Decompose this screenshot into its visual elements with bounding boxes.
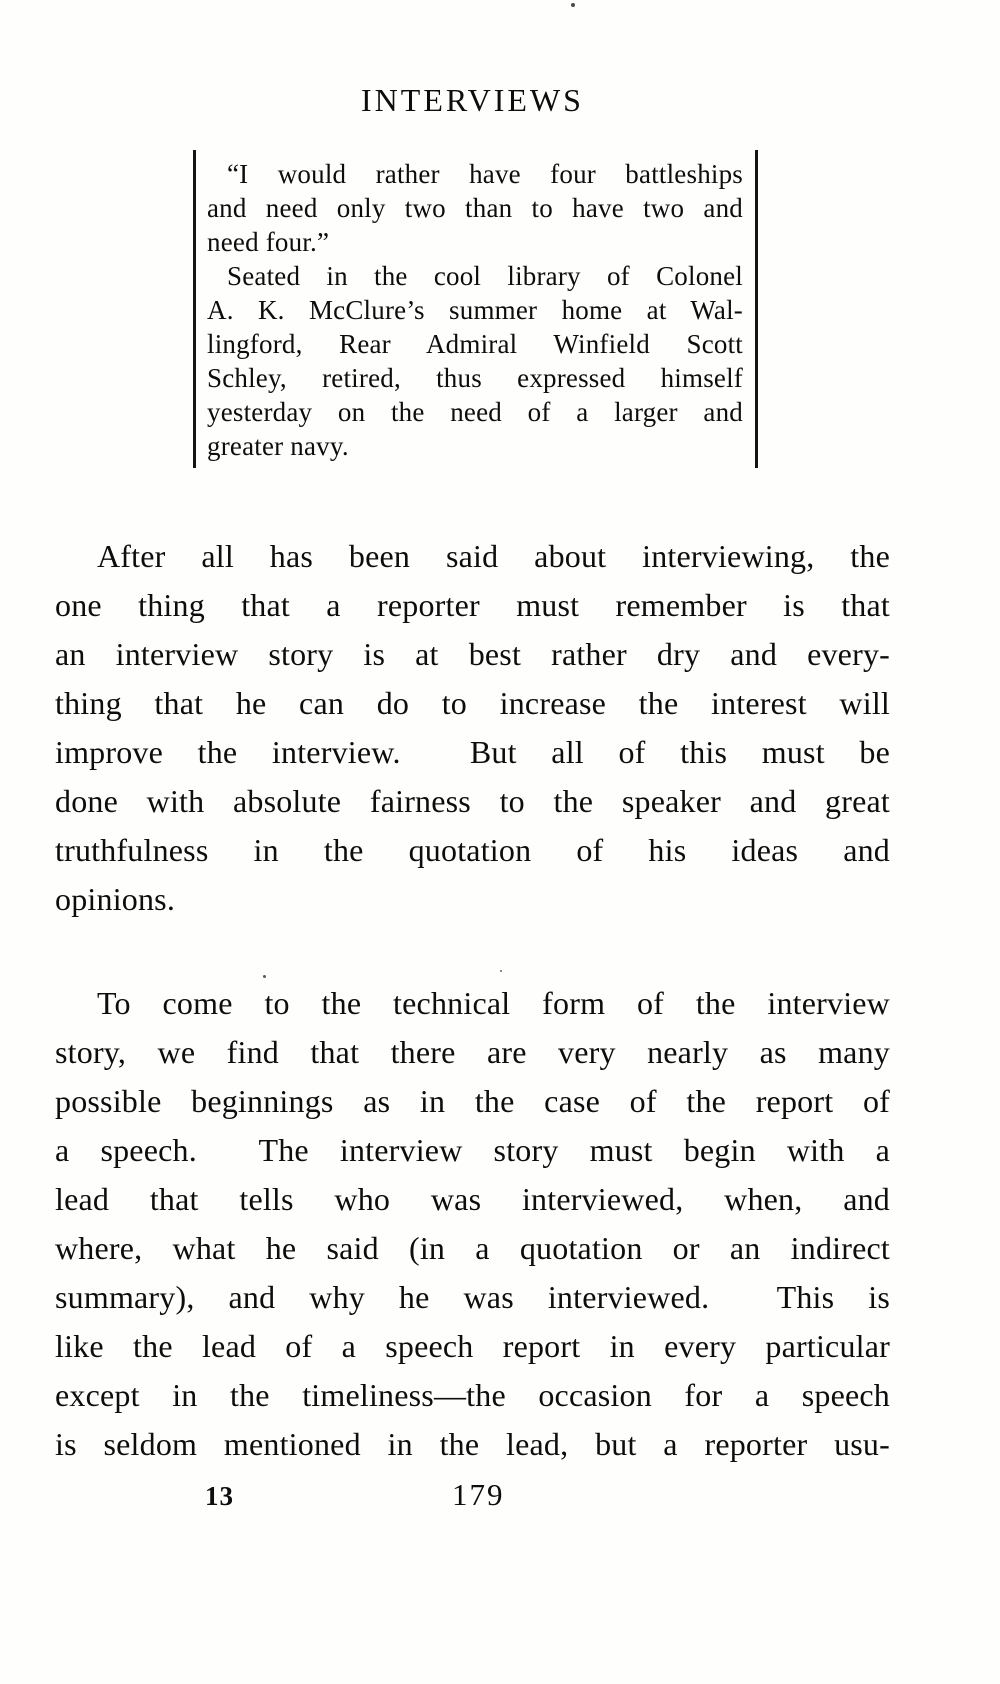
page-number: 179	[452, 1477, 505, 1512]
quote-line: and need only two than to have two and	[207, 193, 743, 223]
body-line: except in the timeliness—the occasion for a speech	[55, 1377, 890, 1413]
quote-line: “I would rather have four battleships	[227, 159, 743, 189]
body-line: like the lead of a speech report in every particular	[55, 1328, 890, 1364]
quote-line: lingford, Rear Admiral Winfield Scott	[207, 329, 743, 359]
body-line: possible beginnings as in the case of the report of	[55, 1083, 890, 1119]
body-line: an interview story is at best rather dry and every-	[55, 636, 890, 672]
body-line: To come to the technical form of the interview	[97, 985, 890, 1021]
body-line: a speech. The interview story must begin with a	[55, 1132, 890, 1168]
quote-line: A. K. McClure’s summer home at Wal-	[207, 295, 743, 325]
body-line: thing that he can do to increase the interest will	[55, 685, 890, 721]
page-title: INTERVIEWS	[361, 82, 584, 118]
body-line: one thing that a reporter must remember is that	[55, 587, 890, 623]
scan-speck	[500, 970, 502, 972]
body-line: where, what he said (in a quotation or an indirect	[55, 1230, 890, 1266]
paragraph	[55, 532, 890, 924]
body-line: story, we find that there are very nearly as many	[55, 1034, 890, 1070]
body-line: improve the interview. But all of this must be	[55, 734, 890, 770]
paragraph	[55, 979, 890, 1469]
quote-line: Seated in the cool library of Colonel	[227, 261, 743, 291]
body-line: is seldom mentioned in the lead, but a reporter usu-	[55, 1426, 890, 1462]
body-line: truthfulness in the quotation of his ideas and	[55, 832, 890, 868]
quote-line: yesterday on the need of a larger and	[207, 397, 743, 427]
body-line: summary), and why he was interviewed. This is	[55, 1279, 890, 1315]
quote-line: need four.”	[207, 227, 330, 257]
quote-line: Schley, retired, thus expressed himself	[207, 363, 743, 393]
signature-number: 13	[205, 1481, 234, 1511]
quote-block	[193, 150, 758, 468]
quote-line: greater navy.	[207, 431, 349, 461]
body-line: opinions.	[55, 881, 176, 917]
scan-speck	[571, 3, 575, 7]
body-line: done with absolute fairness to the speaker and great	[55, 783, 890, 819]
body-line: After all has been said about interviewing, the	[97, 538, 890, 574]
scan-speck	[263, 975, 266, 978]
body-line: lead that tells who was interviewed, when, and	[55, 1181, 890, 1217]
